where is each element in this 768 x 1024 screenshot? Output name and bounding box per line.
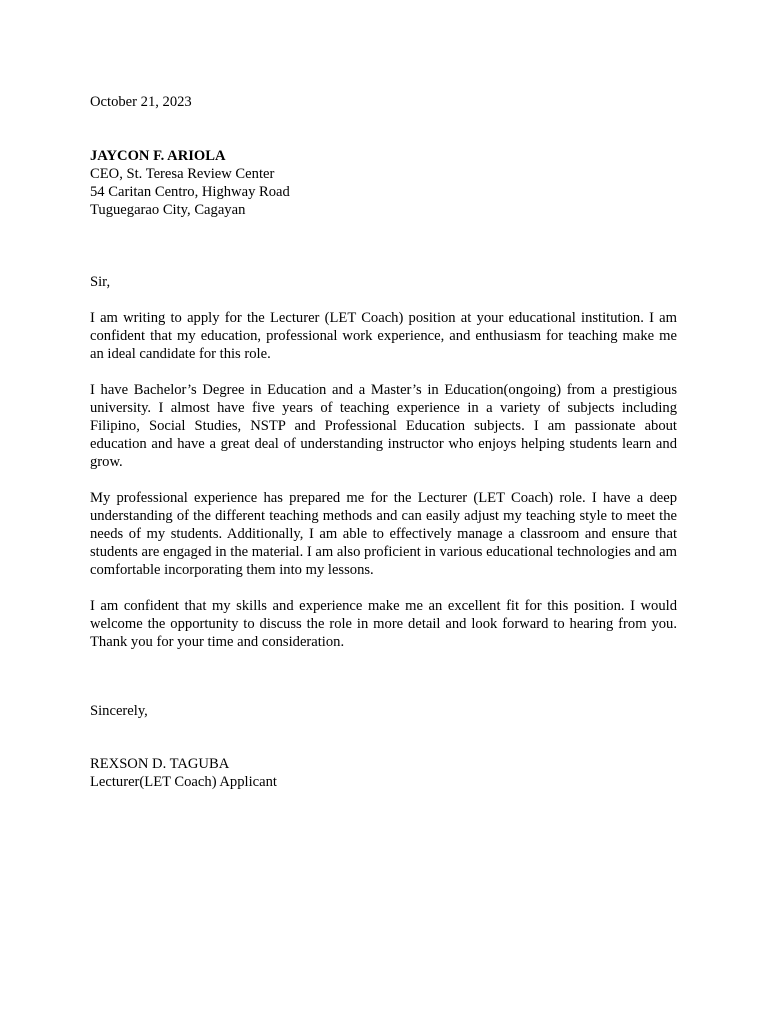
body-paragraph-1: I am writing to apply for the Lecturer (LET Coach) position at your educational institution. I am confident that my education, professional work experience, and enthusiasm for teaching make me an ideal candidate for this role. [90, 310, 677, 362]
closing: Sincerely, [90, 703, 148, 719]
body-paragraph-2: I have Bachelor’s Degree in Education and a Master’s in Education(ongoing) from a prestigious university. I almost have five years of teaching experience in a variety of subjects including Filipino, Social Studies, NSTP and Professional Education subjects. I am passionate about education and have a great deal of understanding instructor who enjoys helping students learn and grow. [90, 382, 677, 470]
recipient-address-line2: Tuguegarao City, Cagayan [90, 202, 246, 218]
recipient-name: JAYCON F. ARIOLA [90, 148, 226, 164]
salutation: Sir, [90, 274, 111, 290]
body-paragraph-3: My professional experience has prepared me for the Lecturer (LET Coach) role. I have a deep understanding of the different teaching methods and can easily adjust my teaching style to meet the needs of my students. Additionally, I am able to effectively manage a classroom and ensure that students are engaged in the material. I am also proficient in various educational technologies and am comfortable incorporating them into my lessons. [90, 490, 677, 578]
letter-page [90, 93, 677, 791]
letter-date: October 21, 2023 [90, 94, 192, 110]
signature-block [90, 755, 677, 791]
body-paragraph-4: I am confident that my skills and experience make me an excellent fit for this position. I would welcome the opportunity to discuss the role in more detail and look forward to hearing from you. Thank you for your time and consideration. [90, 598, 677, 650]
signature-name: REXSON D. TAGUBA [90, 756, 230, 772]
recipient-title: CEO, St. Teresa Review Center [90, 166, 275, 182]
recipient-address-line1: 54 Caritan Centro, Highway Road [90, 184, 290, 200]
signature-title: Lecturer(LET Coach) Applicant [90, 774, 277, 790]
recipient-block [90, 147, 677, 219]
